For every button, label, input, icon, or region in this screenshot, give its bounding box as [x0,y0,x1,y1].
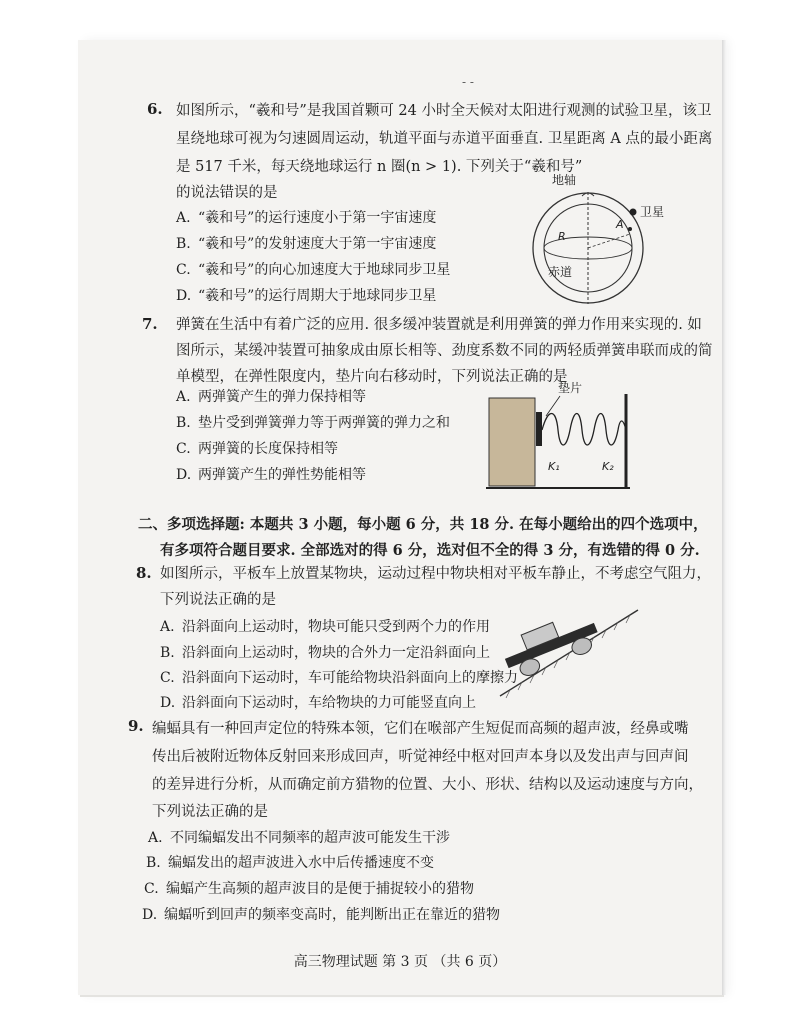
q9-option-b-text: 编蝠发出的超声波进入水中后传播速度不变 [168,855,434,871]
q7-option-d-text: 两弹簧产生的弹性势能相等 [198,467,366,483]
q8-option-c[interactable] [160,667,518,687]
q6-option-b-text: “羲和号”的发射速度大于第一宇宙速度 [198,236,437,252]
q8-option-b-text: 沿斜面向上运动时，物块的合外力一定沿斜面向上 [182,645,490,661]
q9-line-3: 的差异进行分析，从而确定前方猎物的位置、大小、形状、结构以及运动速度与方向， [152,777,703,793]
q6-option-c-letter: C. [176,262,191,278]
k1-label: K₁ [548,460,560,473]
q8-option-d[interactable] [160,692,476,712]
pad-pointer [546,396,560,416]
q9-option-a-letter: A. [148,830,163,846]
radius-label: R [558,230,566,243]
q7-option-a-text: 两弹簧产生的弹力保持相等 [198,389,366,405]
k2-label: K₂ [602,460,614,473]
q9-option-b[interactable] [146,852,434,872]
page-footer: 高三物理试题 第 3 页 （共 6 页） [293,954,507,970]
q6-number: 6. [147,100,163,118]
q7-line-2: 图所示，某缓冲装置可抽象成由原长相等、劲度系数不同的两轻质弹簧串联而成的简 [176,343,713,359]
q8-option-c-letter: C. [160,670,175,686]
q8-option-a-letter: A. [160,619,175,635]
q7-line-3: 单模型，在弹性限度内，垫片向右移动时，下列说法正确的是 [176,369,568,385]
q8-option-d-text: 沿斜面向下运动时，车给物块的力可能竖直向上 [182,695,476,711]
q6-option-d[interactable] [176,285,436,305]
q8-number: 8. [136,564,152,582]
q9-line-1: 编蝠具有一种回声定位的特殊本领，它们在喉部产生短促而高频的超声波，经鼻或嘴 [152,721,689,737]
q7-number: 7. [142,315,158,333]
q6-line-4: 的说法错误的是 [176,185,278,201]
q8-line-1: 如图所示，平板车上放置某物块，运动过程中物块相对平板车静止，不考虑空气阻力， [160,566,711,582]
q9-option-d[interactable] [142,904,500,924]
point-a-label: A [616,218,624,231]
spring-buffer-figure [486,378,636,492]
q8-option-a-text: 沿斜面向上运动时，物块可能只受到两个力的作用 [182,619,490,635]
earth-satellite-figure [530,168,680,308]
q7-option-c-text: 两弹簧的长度保持相等 [198,441,338,457]
q9-option-c-text: 编蝠产生高频的超声波目的是便于捕捉较小的猎物 [166,881,474,897]
q9-option-a-text: 不同编蝠发出不同频率的超声波可能发生干涉 [170,830,450,846]
pad-label: 垫片 [558,381,583,395]
q9-option-a[interactable] [148,827,450,847]
scan-mark: - - [462,75,474,89]
q9-option-d-text: 编蝠听到回声的频率变高时，能判断出正在靠近的猎物 [164,907,500,923]
q9-number: 9. [128,717,144,735]
q7-option-d[interactable] [176,464,366,484]
q7-option-b-text: 垫片受到弹簧弹力等于两弹簧的弹力之和 [198,415,450,431]
section2-line-1: 二、多项选择题: 本题共 3 小题，每小题 6 分，共 18 分. 在每小题给出的四个选项中， [138,516,708,533]
q6-line-2: 星绕地球可视为匀速圆周运动，轨道平面与赤道平面垂直. 卫星距离 A 点的最小距离 [176,131,713,147]
pad-plate [536,412,542,446]
q6-line-1: 如图所示，“羲和号”是我国首颗可 24 小时全天候对太阳进行观测的试验卫星，该卫 [176,103,712,119]
q9-option-b-letter: B. [146,855,161,871]
q7-line-1: 弹簧在生活中有着广泛的应用. 很多缓冲装置就是利用弹簧的弹力作用来实现的. 如 [176,317,702,333]
section2-line-2: 有多项符合题目要求. 全部选对的得 6 分，选对但不全的得 3 分，有选错的得 0 分. [160,542,700,559]
paper-edge [722,40,726,995]
q8-option-b-letter: B. [160,645,175,661]
radius-line [588,234,630,248]
cart-incline-figure [492,596,642,700]
q8-line-2: 下列说法正确的是 [160,592,276,608]
springs [542,414,626,446]
equator-label: 赤道 [548,265,573,279]
q7-option-d-letter: D. [176,467,192,483]
q9-line-2: 传出后被附近物体反射回来形成回声，听觉神经中枢对回声本身以及发出声与回声间 [152,749,689,765]
q7-option-b[interactable] [176,412,450,432]
q6-option-c[interactable] [176,259,450,279]
point-a-marker [628,227,632,231]
q8-option-c-text: 沿斜面向下运动时，车可能给物块沿斜面向上的摩擦力 [182,670,518,686]
q9-line-4: 下列说法正确的是 [152,804,268,820]
q6-option-a[interactable] [176,207,436,227]
q7-option-a[interactable] [176,386,366,406]
satellite-icon [630,209,637,216]
q8-option-a[interactable] [160,616,490,636]
q8-option-b[interactable] [160,642,490,662]
q6-option-c-text: “羲和号”的向心加速度大于地球同步卫星 [198,262,451,278]
q9-option-c-letter: C. [144,881,159,897]
q7-option-c[interactable] [176,438,338,458]
q9-option-c[interactable] [144,878,474,898]
q8-option-d-letter: D. [160,695,176,711]
q6-option-a-letter: A. [176,210,191,226]
q7-option-c-letter: C. [176,441,191,457]
satellite-label: 卫星 [640,205,665,219]
q6-option-d-letter: D. [176,288,192,304]
q6-option-b[interactable] [176,233,436,253]
q9-option-d-letter: D. [142,907,158,923]
q7-option-b-letter: B. [176,415,191,431]
q7-option-a-letter: A. [176,389,191,405]
q6-option-b-letter: B. [176,236,191,252]
axis-label: 地轴 [552,173,577,187]
q6-line-3: 是 517 千米，每天绕地球运行 n 圈(n > 1). 下列关于“羲和号” [176,159,583,175]
buffer-block [489,398,535,486]
cart-group [499,608,603,682]
q6-option-a-text: “羲和号”的运行速度小于第一宇宙速度 [198,210,437,226]
q6-option-d-text: “羲和号”的运行周期大于地球同步卫星 [198,288,437,304]
